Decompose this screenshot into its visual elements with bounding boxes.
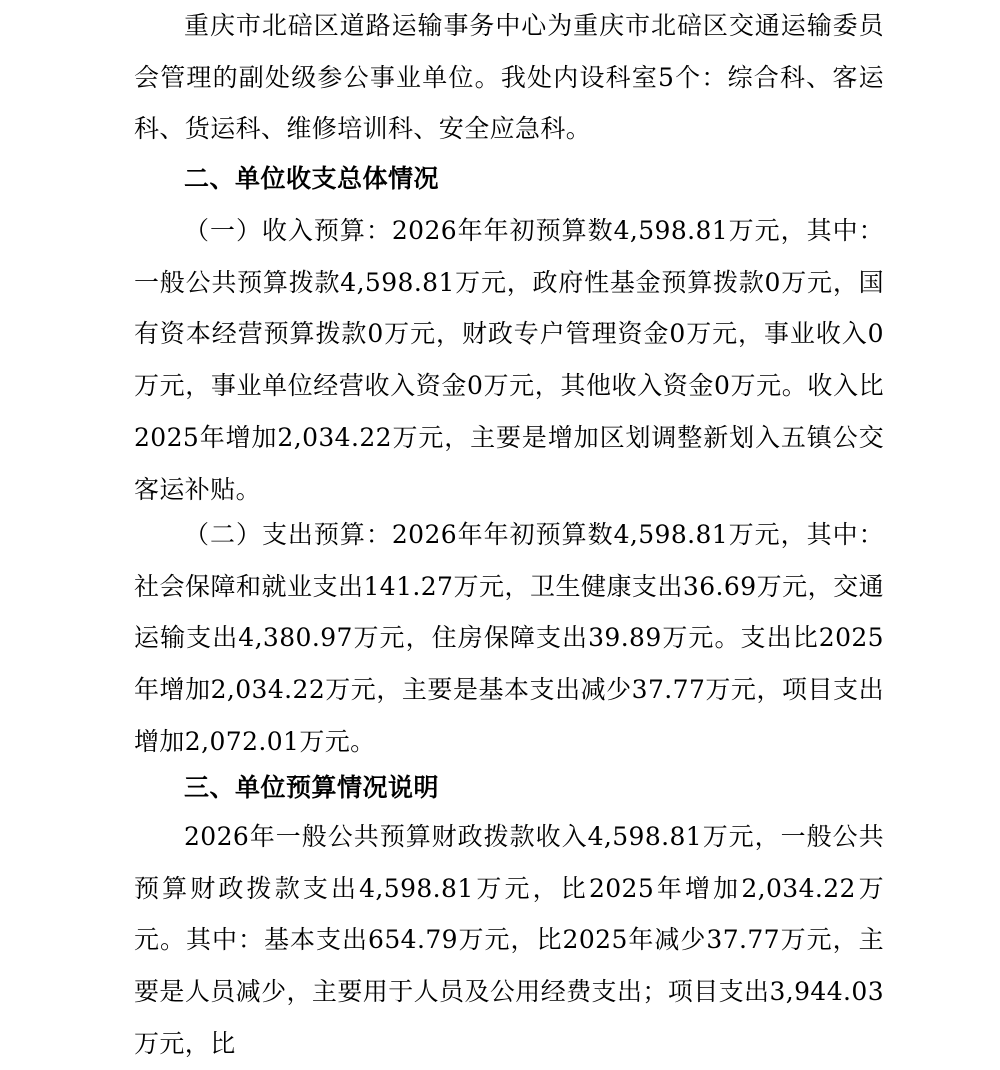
budget-explanation-paragraph: 2026年一般公共预算财政拨款收入4,598.81万元，一般公共预算财政拨款支出4,598.81万元，比2025年增加2,034.22万元。其中：基本支出654.79万元，比2025年减少37.77万元，主要是人员减少，主要用于人员及公用经费支出；项目支出3,944.03万元，比 xyxy=(134,822,884,1058)
section-heading-revenue-expenditure: 二、单位收支总体情况 xyxy=(184,164,440,193)
section-heading-budget-explanation: 三、单位预算情况说明 xyxy=(184,773,440,802)
income-budget-paragraph: （一）收入预算：2026年年初预算数4,598.81万元，其中：一般公共预算拨款4,598.81万元，政府性基金预算拨款0万元，国有资本经营预算拨款0万元，财政专户管理资金0万元，事业收入0万元，事业单位经营收入资金0万元，其他收入资金0万元。收入比2025年增加2,034.22万元，主要是增加区划调整新划入五镇公交客运补贴。 xyxy=(134,216,884,504)
intro-paragraph: 重庆市北碚区道路运输事务中心为重庆市北碚区交通运输委员会管理的副处级参公事业单位。我处内设科室5个：综合科、客运科、货运科、维修培训科、安全应急科。 xyxy=(134,11,884,144)
expense-budget-paragraph: （二）支出预算：2026年年初预算数4,598.81万元，其中：社会保障和就业支出141.27万元，卫生健康支出36.69万元，交通运输支出4,380.97万元，住房保障支出39.89万元。支出比2025年增加2,034.22万元，主要是基本支出减少37.77万元，项目支出增加2,072.01万元。 xyxy=(134,520,884,756)
